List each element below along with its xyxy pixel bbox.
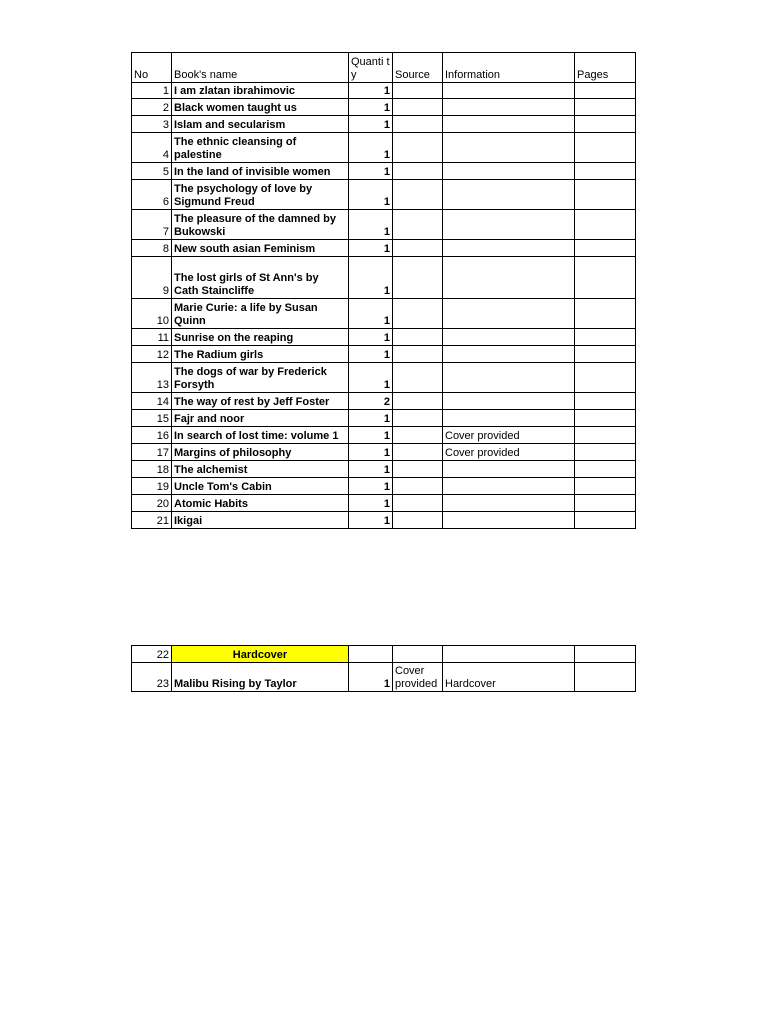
book-name-cell: Sunrise on the reaping [172,329,349,346]
book-name-cell: The way of rest by Jeff Foster [172,393,349,410]
source-cell [393,210,443,240]
pages-cell [575,495,636,512]
pages-cell [575,410,636,427]
source-cell [393,299,443,329]
row-number: 21 [132,512,172,529]
table-row [132,133,636,163]
pages-cell [575,427,636,444]
row-number: 3 [132,116,172,133]
pages-cell [575,363,636,393]
table-row [132,495,636,512]
information-cell [443,257,575,299]
source-cell [393,329,443,346]
table-row [132,393,636,410]
source-cell: Cover provided [393,663,443,692]
header-information: Information [443,53,575,83]
information-cell [443,461,575,478]
source-cell [393,133,443,163]
row-number: 17 [132,444,172,461]
book-name-cell: Islam and secularism [172,116,349,133]
pages-cell [575,512,636,529]
table-row [132,329,636,346]
quantity-cell: 1 [349,163,393,180]
pages-cell [575,116,636,133]
book-list-table [131,52,636,529]
row-number: 13 [132,363,172,393]
book-name-cell: The Radium girls [172,346,349,363]
quantity-cell: 1 [349,444,393,461]
row-number: 2 [132,99,172,116]
quantity-cell: 1 [349,116,393,133]
table-row [132,299,636,329]
information-cell [443,329,575,346]
pages-cell [575,240,636,257]
source-cell [393,257,443,299]
book-name-cell: Marie Curie: a life by Susan Quinn [172,299,349,329]
table-row [132,163,636,180]
pages-cell [575,646,636,663]
quantity-cell: 1 [349,495,393,512]
book-name-cell: Black women taught us [172,99,349,116]
quantity-cell: 1 [349,478,393,495]
book-name-cell: Malibu Rising by Taylor [172,663,349,692]
source-cell [393,83,443,99]
information-cell [443,410,575,427]
row-number: 4 [132,133,172,163]
pages-cell [575,346,636,363]
hardcover-table [131,645,636,692]
book-name-cell: The alchemist [172,461,349,478]
quantity-cell: 1 [349,83,393,99]
source-cell [393,461,443,478]
row-number: 22 [132,646,172,663]
information-cell [443,99,575,116]
information-cell [443,299,575,329]
row-number: 9 [132,257,172,299]
row-number: 18 [132,461,172,478]
information-cell [443,83,575,99]
book-name-cell: In the land of invisible women [172,163,349,180]
table-row [132,663,636,692]
information-cell [443,646,575,663]
row-number: 19 [132,478,172,495]
source-cell [393,444,443,461]
pages-cell [575,133,636,163]
row-number: 5 [132,163,172,180]
quantity-cell: 1 [349,329,393,346]
quantity-cell: 1 [349,410,393,427]
book-name-cell: The lost girls of St Ann's by Cath Staincliffe [172,257,349,299]
book-name-cell: Margins of philosophy [172,444,349,461]
table-row [132,99,636,116]
information-cell [443,478,575,495]
book-name-cell: The dogs of war by Frederick Forsyth [172,363,349,393]
table-row [132,363,636,393]
book-name-cell: The ethnic cleansing of palestine [172,133,349,163]
information-cell [443,210,575,240]
information-cell [443,346,575,363]
quantity-cell: 1 [349,240,393,257]
source-cell [393,346,443,363]
header-book-name: Book's name [172,53,349,83]
source-cell [393,427,443,444]
pages-cell [575,257,636,299]
information-cell [443,393,575,410]
pages-cell [575,180,636,210]
information-cell [443,363,575,393]
row-number: 16 [132,427,172,444]
pages-cell [575,299,636,329]
table-row [132,478,636,495]
table-row [132,240,636,257]
pages-cell [575,99,636,116]
table-row [132,210,636,240]
source-cell [393,180,443,210]
quantity-cell: 1 [349,180,393,210]
row-number: 23 [132,663,172,692]
information-cell [443,116,575,133]
table-row [132,461,636,478]
information-cell [443,512,575,529]
row-number: 20 [132,495,172,512]
pages-cell [575,663,636,692]
book-name-cell: In search of lost time: volume 1 [172,427,349,444]
pages-cell [575,393,636,410]
information-cell [443,240,575,257]
table-row [132,427,636,444]
information-cell [443,133,575,163]
row-number: 14 [132,393,172,410]
quantity-cell: 1 [349,427,393,444]
table-row [132,346,636,363]
source-cell [393,240,443,257]
table-row [132,646,636,663]
quantity-cell: 1 [349,133,393,163]
quantity-cell: 1 [349,512,393,529]
book-name-cell: Atomic Habits [172,495,349,512]
pages-cell [575,163,636,180]
row-number: 7 [132,210,172,240]
quantity-cell: 1 [349,363,393,393]
source-cell [393,478,443,495]
information-cell: Cover provided [443,444,575,461]
source-cell [393,410,443,427]
header-pages: Pages [575,53,636,83]
source-cell [393,116,443,133]
quantity-cell: 1 [349,346,393,363]
row-number: 1 [132,83,172,99]
source-cell [393,99,443,116]
header-row [132,53,636,83]
header-source: Source [393,53,443,83]
source-cell [393,512,443,529]
quantity-cell: 1 [349,299,393,329]
quantity-cell: 1 [349,210,393,240]
quantity-cell [349,646,393,663]
row-number: 10 [132,299,172,329]
source-cell [393,495,443,512]
row-number: 11 [132,329,172,346]
table-row [132,257,636,299]
pages-cell [575,461,636,478]
book-name-cell: I am zlatan ibrahimovic [172,83,349,99]
book-name-cell: Ikigai [172,512,349,529]
book-name-cell: Fajr and noor [172,410,349,427]
table-row [132,180,636,210]
quantity-cell: 1 [349,663,393,692]
book-name-cell: The psychology of love by Sigmund Freud [172,180,349,210]
header-quantity: Quanti ty [349,53,393,83]
pages-cell [575,210,636,240]
information-cell: Hardcover [443,663,575,692]
source-cell [393,363,443,393]
book-name-cell: The pleasure of the damned by Bukowski [172,210,349,240]
information-cell [443,163,575,180]
quantity-cell: 2 [349,393,393,410]
pages-cell [575,329,636,346]
quantity-cell: 1 [349,461,393,478]
book-name-cell: Hardcover [172,646,349,663]
quantity-cell: 1 [349,257,393,299]
header-no: No [132,53,172,83]
table-row [132,116,636,133]
table-row [132,512,636,529]
pages-cell [575,83,636,99]
row-number: 8 [132,240,172,257]
pages-cell [575,478,636,495]
table-row [132,444,636,461]
source-cell [393,393,443,410]
quantity-cell: 1 [349,99,393,116]
information-cell: Cover provided [443,427,575,444]
book-name-cell: Uncle Tom's Cabin [172,478,349,495]
source-cell [393,163,443,180]
row-number: 6 [132,180,172,210]
table-row [132,83,636,99]
book-name-cell: New south asian Feminism [172,240,349,257]
row-number: 15 [132,410,172,427]
table-row [132,410,636,427]
row-number: 12 [132,346,172,363]
information-cell [443,180,575,210]
pages-cell [575,444,636,461]
source-cell [393,646,443,663]
information-cell [443,495,575,512]
